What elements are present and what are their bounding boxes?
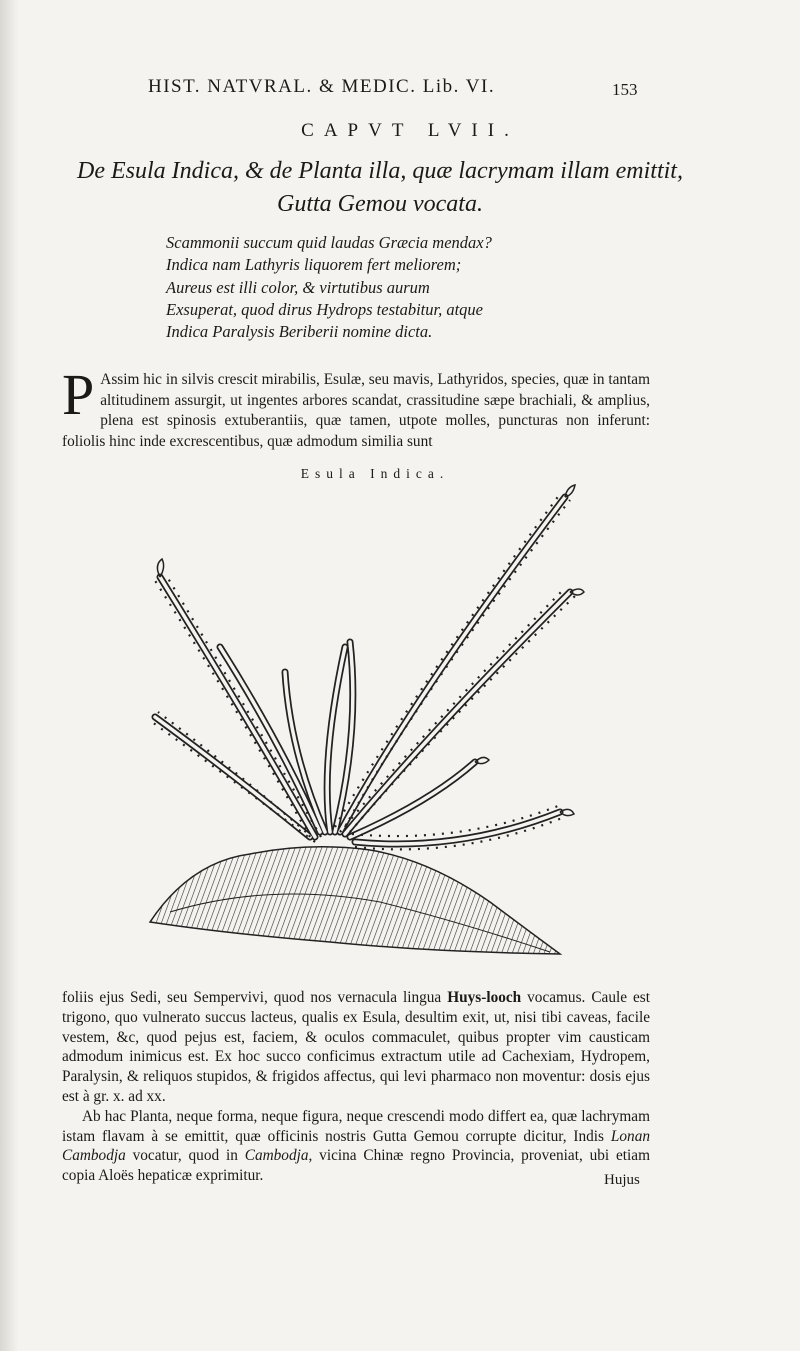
paragraph-3 (62, 1107, 650, 1186)
running-head: HIST. NATVRAL. & MEDIC. Lib. VI. (148, 76, 496, 97)
paragraph-2 (62, 988, 650, 1186)
paragraph-3-italic-b: Cambodja (244, 1147, 309, 1165)
verse-line: Scammonii succum quid laudas Græcia mendax? (166, 233, 492, 252)
paragraph-1 (62, 362, 650, 452)
paragraph-3-text-b: vocatur, quod in (132, 1147, 238, 1165)
paragraph-3-text-c: , vicina Chinæ regno Provincia, proveniat, ubi etiam copia Aloës hepaticæ exprimitur. (62, 1147, 650, 1185)
esula-indica-woodcut (130, 482, 600, 972)
verse-line: Exsuperat, quod dirus Hydrops testabitur, atque (166, 299, 484, 319)
chapter-title-line-2: Gutta Gemou vocata. (277, 191, 483, 217)
paragraph-2-body (62, 988, 650, 1107)
verse-block (166, 232, 586, 343)
dutch-term: Huys-looch (447, 989, 522, 1006)
page-edge-shadow (0, 0, 18, 1351)
verse-line: Indica nam Lathyris liquorem fert meliorem; (166, 255, 462, 275)
paragraph-2-text-a: foliis ejus Sedi, seu Sempervivi, quod nos vernacula lingua (62, 989, 442, 1006)
paragraph-3-italic-a: Lonan Cambodja (62, 1127, 650, 1165)
ground-mound (150, 847, 560, 954)
catchword: Hujus (604, 1172, 640, 1188)
chapter-title-line-1: De Esula Indica, & de Planta illa, quæ lacrymam illam emittit, (77, 158, 683, 184)
chapter-heading: CAPVT LVII. (301, 120, 519, 141)
figure-caption: Esula Indica. (300, 466, 450, 481)
drop-cap: P (62, 362, 95, 427)
paragraph-3-text-a: Ab hac Planta, neque forma, neque figura, neque crescendi modo differt ea, quæ lachrymam istam flavam à se emittit, quæ officinis nostris Gutta Gemou corrupte dicitur, Indis (62, 1107, 650, 1145)
page-number: 153 (612, 80, 638, 99)
chapter-title (70, 155, 690, 221)
paragraph-2-text-b: vocamus. Caule est trigono, quo vulnerato succus lacteus, qualis ex Esula, desultim exit, ut, nisi tibi caveas, facile vestem, &c, quod pejus est, faciem, & oculos commaculet, quibus propter vim causticam admodum inimicus est. Ex hoc succo conficimus extractum utile ad Cachexiam, Hydropem, Paralysin, & reliquos stupidos, & frigidos affectus, qui levi pharmaco non moventur: dosis ejus est à gr. x. ad xx. (62, 989, 650, 1105)
verse-line: Indica Paralysis Beriberii nomine dicta. (166, 322, 433, 342)
verse-line: Aureus est illi color, & virtutibus aurum (166, 277, 430, 297)
paragraph-1-text: Assim hic in silvis crescit mirabilis, Esulæ, seu mavis, Lathyridos, species, quæ in tantam altitudinem assurgit, ut ingentes arbores scandat, crassitudine sæpe brachiali, & amplius, plena est spinosis extuberantiis, quæ tamen, utpote molles, puncturas non inferunt: foliolis hinc inde excrescentibus, quæ admodum similia sunt (62, 371, 650, 450)
